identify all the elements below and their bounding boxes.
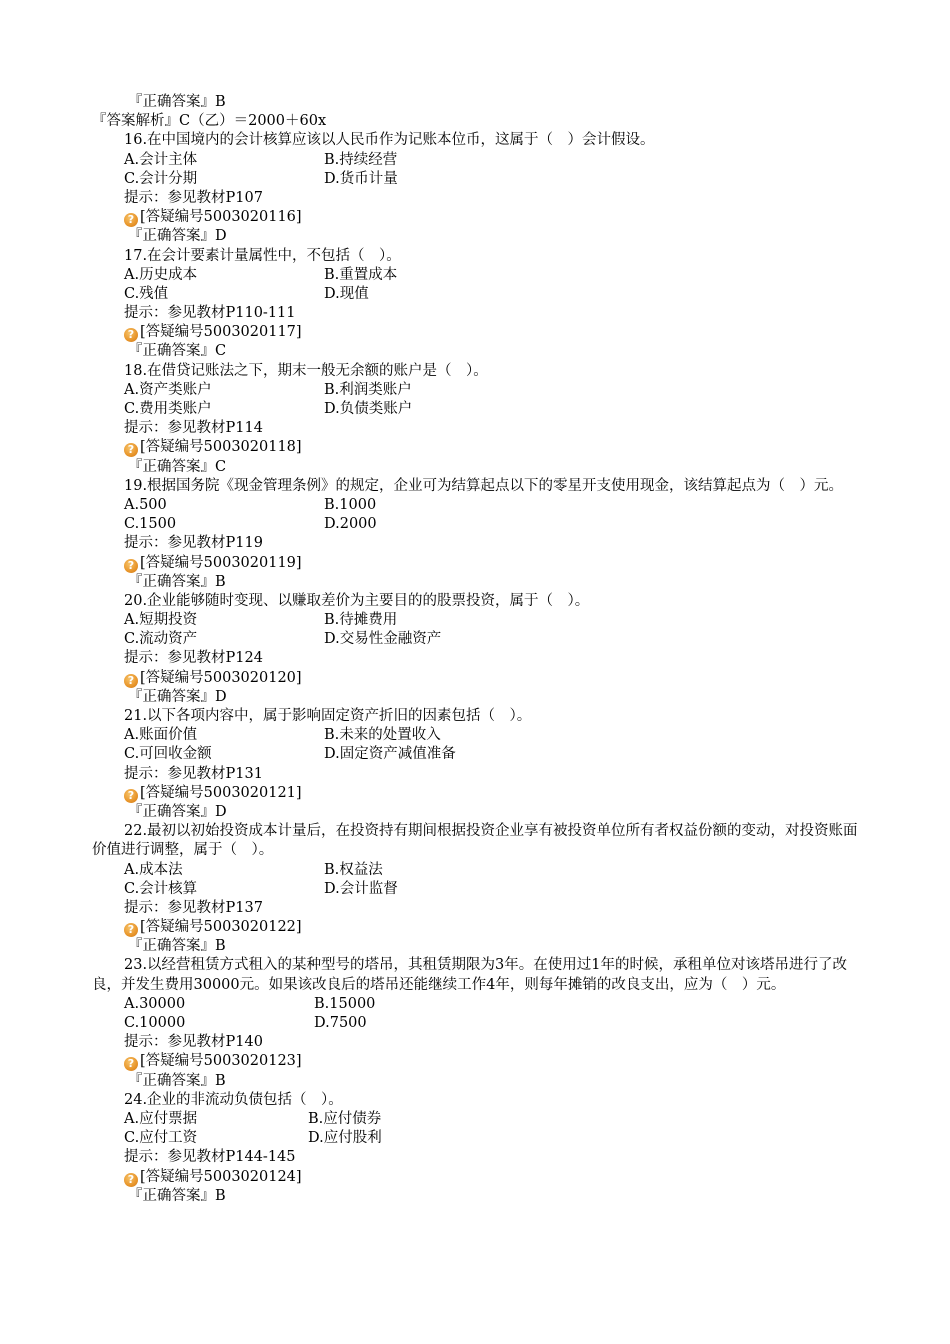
option-d: D.应付股利 — [308, 1130, 382, 1147]
question-circle-icon[interactable]: ? — [124, 674, 138, 688]
option-d: D.会计监督 — [324, 880, 398, 897]
question-stem: 18.在借贷记账法之下，期末一般无余额的账户是（ ）。 — [124, 362, 488, 379]
option-row — [0, 726, 950, 745]
query-line[interactable] — [0, 918, 950, 937]
option-b: B.重置成本 — [324, 266, 398, 283]
query-code[interactable]: [答疑编号5003020124] — [140, 1168, 302, 1185]
option-c: C.可回收金额 — [124, 746, 212, 763]
option-row — [0, 170, 950, 189]
answer-line: 『正确答案』B — [128, 94, 226, 110]
query-code[interactable]: [答疑编号5003020116] — [140, 209, 302, 226]
question-stem: 24.企业的非流动负债包括（ ）。 — [124, 1091, 343, 1108]
answer-line: 『正确答案』B — [128, 1187, 226, 1204]
option-c: C.会计分期 — [124, 170, 198, 187]
question-circle-icon[interactable]: ? — [124, 923, 138, 937]
question-19 — [0, 477, 950, 592]
question-20 — [0, 592, 950, 707]
option-a: A.账面价值 — [124, 727, 198, 744]
query-code[interactable]: [答疑编号5003020117] — [140, 324, 302, 341]
question-17 — [0, 247, 950, 362]
option-a: A.短期投资 — [124, 612, 198, 629]
question-circle-icon[interactable]: ? — [124, 328, 138, 342]
option-b: B.待摊费用 — [324, 612, 398, 629]
option-c: C.10000 — [124, 1015, 186, 1032]
answer-line: 『正确答案』C — [128, 458, 227, 475]
option-a: A.应付票据 — [124, 1111, 198, 1128]
question-circle-icon[interactable]: ? — [124, 789, 138, 803]
question-24 — [0, 1091, 950, 1206]
option-b: B.权益法 — [324, 861, 383, 878]
option-row — [0, 400, 950, 419]
option-b: B.利润类账户 — [324, 381, 412, 398]
question-circle-icon[interactable]: ? — [124, 213, 138, 227]
query-line[interactable] — [0, 438, 950, 457]
option-c: C.会计核算 — [124, 880, 198, 897]
hint-line: 提示：参见教材P137 — [124, 899, 263, 916]
option-row — [0, 611, 950, 630]
query-line[interactable] — [0, 784, 950, 803]
option-d: D.货币计量 — [324, 170, 398, 187]
question-stem: 19.根据国务院《现金管理条例》的规定，企业可为结算起点以下的零星开支使用现金，该结算起点为（ ）元。 — [124, 477, 844, 494]
question-16 — [0, 131, 950, 246]
option-a: A.成本法 — [124, 861, 183, 878]
question-18 — [0, 362, 950, 477]
answer-line: 『正确答案』D — [128, 803, 227, 820]
question-stem: 17.在会计要素计量属性中，不包括（ ）。 — [124, 247, 401, 264]
option-a: A.500 — [124, 496, 167, 513]
query-line[interactable] — [0, 1168, 950, 1187]
hint-line: 提示：参见教材P110-111 — [124, 305, 296, 322]
question-23 — [0, 956, 950, 1090]
question-stem: 20.企业能够随时变现、以赚取差价为主要目的的股票投资，属于（ ）。 — [124, 592, 590, 609]
option-d: D.固定资产减值准备 — [324, 746, 456, 763]
question-circle-icon[interactable]: ? — [124, 1173, 138, 1187]
option-row — [0, 630, 950, 649]
option-d: D.2000 — [324, 516, 377, 533]
question-22 — [0, 822, 950, 956]
question-stem: 22.最初以初始投资成本计量后，在投资持有期间根据投资企业享有被投资单位所有者权益份额的变动，对投资账面价值进行调整，属于（ ）。 — [92, 823, 858, 859]
option-c: C.残值 — [124, 285, 169, 302]
option-a: A.资产类账户 — [124, 381, 212, 398]
option-d: D.7500 — [314, 1015, 367, 1032]
option-row — [0, 1129, 950, 1148]
option-row — [0, 151, 950, 170]
option-row — [0, 496, 950, 515]
option-row — [0, 995, 950, 1014]
option-row — [0, 1110, 950, 1129]
answer-line: 『正确答案』D — [128, 688, 227, 705]
hint-line: 提示：参见教材P131 — [124, 765, 263, 782]
answer-line: 『正确答案』B — [128, 938, 226, 955]
hint-line: 提示：参见教材P140 — [124, 1034, 263, 1051]
question-circle-icon[interactable]: ? — [124, 443, 138, 457]
query-line[interactable] — [0, 323, 950, 342]
option-b: B.1000 — [324, 496, 377, 513]
query-line[interactable] — [0, 1052, 950, 1071]
query-line[interactable] — [0, 208, 950, 227]
option-d: D.负债类账户 — [324, 401, 413, 417]
question-stem: 16.在中国境内的会计核算应该以人民币作为记账本位币，这属于（ ）会计假设。 — [124, 132, 655, 149]
option-c: C.流动资产 — [124, 631, 198, 648]
option-row — [0, 861, 950, 880]
option-row — [0, 880, 950, 899]
hint-line: 提示：参见教材P124 — [124, 650, 263, 667]
question-circle-icon[interactable]: ? — [124, 1057, 138, 1071]
query-code[interactable]: [答疑编号5003020118] — [140, 439, 302, 456]
answer-line: 『正确答案』B — [128, 573, 226, 590]
query-code[interactable]: [答疑编号5003020120] — [140, 669, 302, 686]
question-21 — [0, 707, 950, 822]
answer-line: 『正确答案』C — [128, 343, 227, 360]
option-a: A.会计主体 — [124, 151, 198, 168]
option-a: A.历史成本 — [124, 266, 198, 283]
hint-line: 提示：参见教材P144-145 — [124, 1149, 296, 1166]
option-a: A.30000 — [124, 995, 186, 1012]
question-stem: 23.以经营租赁方式租入的某种型号的塔吊，其租赁期限为3年。在使用过1年的时候，承租单位对该塔吊进行了改良，并发生费用30000元。如果该改良后的塔吊还能继续工作4年，则每年摊销的改良支出，应为（ ）元。 — [92, 957, 848, 993]
option-b: B.15000 — [314, 995, 376, 1012]
answer-line: 『正确答案』B — [128, 1072, 226, 1089]
option-c: C.应付工资 — [124, 1130, 198, 1147]
option-c: C.费用类账户 — [124, 401, 212, 417]
question-circle-icon[interactable]: ? — [124, 559, 138, 573]
answer-line: 『正确答案』D — [128, 228, 227, 245]
option-row — [0, 745, 950, 764]
query-line[interactable] — [0, 669, 950, 688]
option-row — [0, 381, 950, 400]
option-b: B.应付债券 — [308, 1111, 382, 1128]
option-c: C.1500 — [124, 516, 177, 533]
hint-line: 提示：参见教材P119 — [124, 535, 263, 552]
question-stem: 21.以下各项内容中，属于影响固定资产折旧的因素包括（ ）。 — [124, 708, 532, 725]
query-code[interactable]: [答疑编号5003020123] — [140, 1053, 302, 1070]
query-code[interactable]: [答疑编号5003020121] — [140, 784, 302, 801]
query-code[interactable]: [答疑编号5003020119] — [140, 554, 302, 571]
option-b: B.未来的处置收入 — [324, 727, 441, 744]
option-b: B.持续经营 — [324, 151, 398, 168]
option-row — [0, 285, 950, 304]
hint-line: 提示：参见教材P107 — [124, 189, 263, 206]
query-line[interactable] — [0, 554, 950, 573]
option-row — [0, 515, 950, 534]
hint-line: 提示：参见教材P114 — [124, 420, 263, 437]
option-row — [0, 266, 950, 285]
option-d: D.现值 — [324, 285, 369, 302]
analysis-line: 『答案解析』C（乙）＝2000＋60x — [92, 113, 327, 130]
option-d: D.交易性金融资产 — [324, 631, 442, 648]
query-code[interactable]: [答疑编号5003020122] — [140, 919, 302, 936]
option-row — [0, 1014, 950, 1033]
document-page — [0, 93, 950, 1206]
